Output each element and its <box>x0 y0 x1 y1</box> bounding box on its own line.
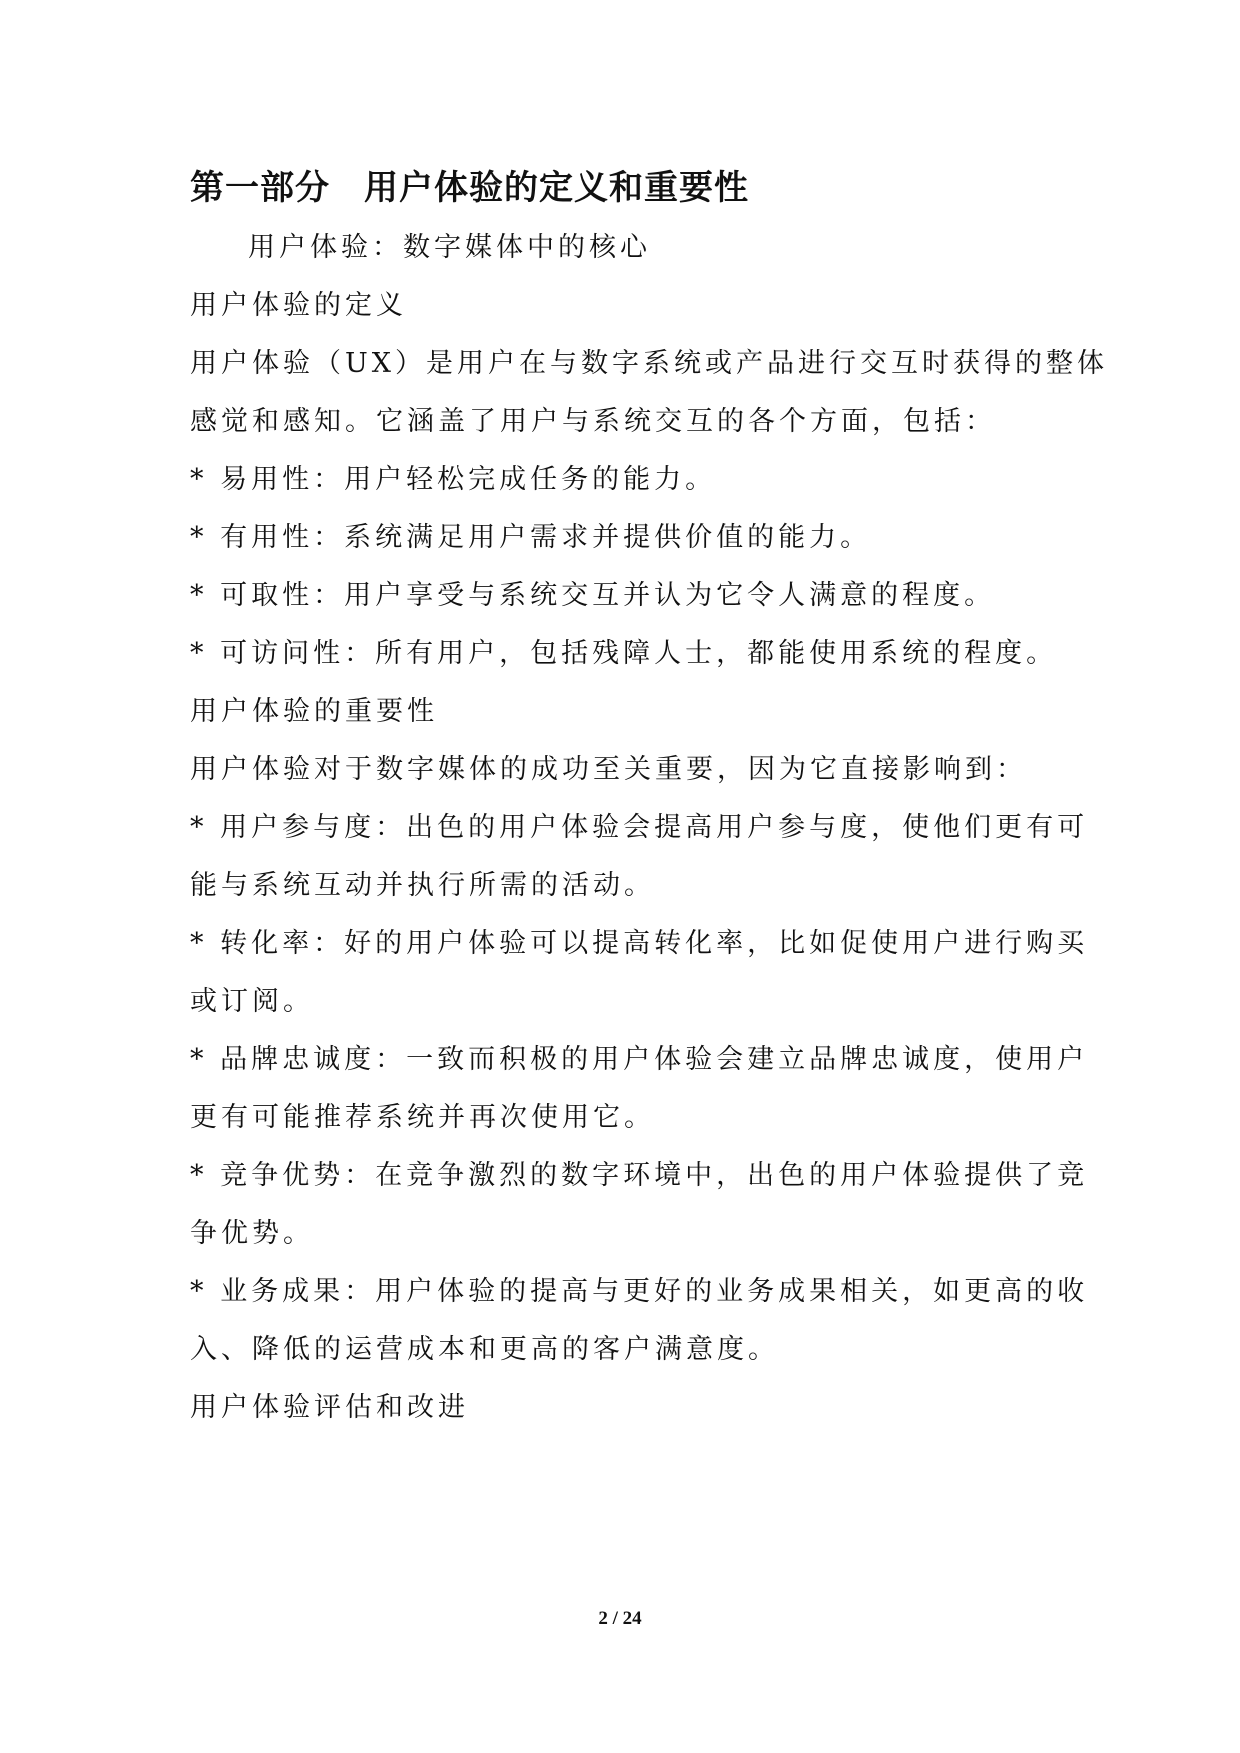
section-number: 第一部分 <box>190 168 330 208</box>
paragraph-line: 用户体验对于数字媒体的成功至关重要，因为它直接影响到： <box>190 754 1027 785</box>
bullet-item: * 转化率：好的用户体验可以提高转化率，比如促使用户进行购买 <box>190 928 1089 959</box>
heading-definition: 用户体验的定义 <box>190 290 407 321</box>
bullet-item-continued: 更有可能推荐系统并再次使用它。 <box>190 1102 655 1133</box>
bullet-item-continued: 争优势。 <box>190 1218 314 1249</box>
page-title <box>190 160 749 209</box>
bullet-item-continued: 能与系统互动并执行所需的活动。 <box>190 870 655 901</box>
bullet-item: * 可取性：用户享受与系统交互并认为它令人满意的程度。 <box>190 580 996 611</box>
bullet-item: * 竞争优势：在竞争激烈的数字环境中，出色的用户体验提供了竞 <box>190 1160 1089 1191</box>
paragraph-line: 感觉和感知。它涵盖了用户与系统交互的各个方面，包括： <box>190 406 996 437</box>
heading-evaluation: 用户体验评估和改进 <box>190 1392 469 1423</box>
bullet-item: * 业务成果：用户体验的提高与更好的业务成果相关，如更高的收 <box>190 1276 1089 1307</box>
bullet-item: * 用户参与度：出色的用户体验会提高用户参与度，使他们更有可 <box>190 812 1089 843</box>
subtitle-line: 用户体验：数字媒体中的核心 <box>248 232 651 263</box>
bullet-item-continued: 入、降低的运营成本和更高的客户满意度。 <box>190 1334 779 1365</box>
bullet-item: * 有用性：系统满足用户需求并提供价值的能力。 <box>190 522 872 553</box>
heading-importance: 用户体验的重要性 <box>190 696 438 727</box>
section-title: 用户体验的定义和重要性 <box>364 168 749 208</box>
bullet-item: * 品牌忠诚度：一致而积极的用户体验会建立品牌忠诚度，使用户 <box>190 1044 1089 1075</box>
page-number: 2 / 24 <box>598 1608 642 1629</box>
bullet-item-continued: 或订阅。 <box>190 986 314 1017</box>
bullet-item: * 可访问性：所有用户，包括残障人士，都能使用系统的程度。 <box>190 638 1058 669</box>
paragraph-line: 用户体验（UX）是用户在与数字系统或产品进行交互时获得的整体 <box>190 348 1108 379</box>
bullet-item: * 易用性：用户轻松完成任务的能力。 <box>190 464 717 495</box>
